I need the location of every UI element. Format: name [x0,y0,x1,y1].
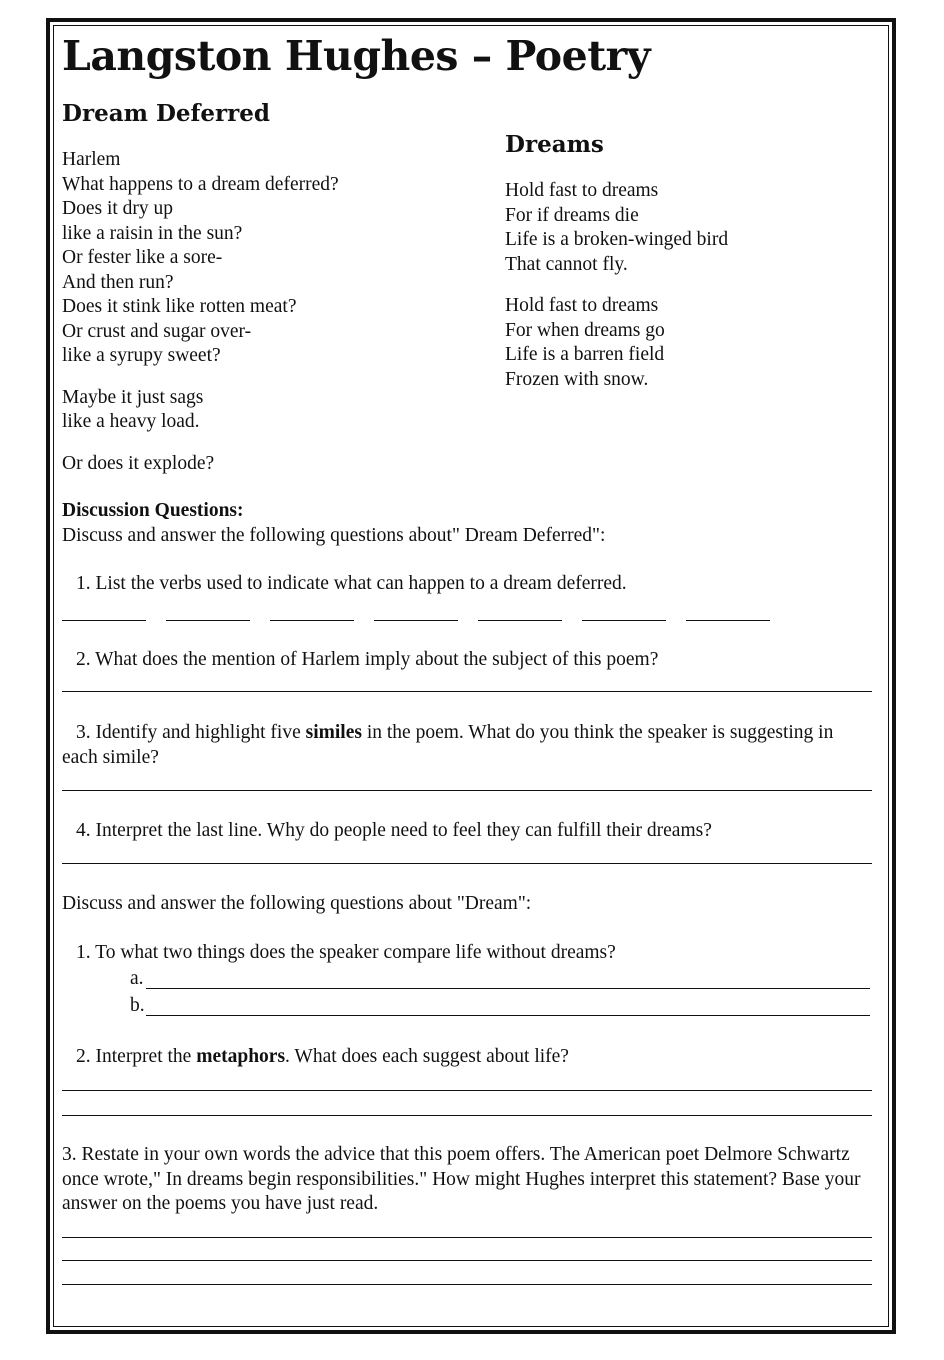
answer-blank[interactable] [686,620,770,621]
poem1-line: Or does it explode? [62,452,215,474]
answer-blank[interactable] [374,620,458,621]
poem1-line: Harlem [62,149,121,170]
answer-blank[interactable] [478,620,562,621]
dream-question-3: 3. Restate in your own words the advice that this poem offers. The American poet Delmore Schwartz once wrote," In dreams begin responsibilities." How might Hughes interpret this statement? Base your answer on the poems you have just read. [62,1144,861,1214]
discussion-intro-1: Discuss and answer the following questions about" Dream Deferred": [62,525,606,546]
answer-line-a[interactable] [146,988,870,989]
question-3-emphasis: similes [305,722,362,743]
answer-line-b[interactable] [146,1015,870,1016]
poem1-line: Or fester like a sore- [62,247,223,268]
question-3-text: 3. Identify and highlight five [76,722,306,743]
poem1-line: And then run? [62,271,174,293]
poem1-heading: Dream Deferred [62,100,270,127]
answer-label-a: a. [130,968,144,989]
poem2-line: For when dreams go [505,319,665,341]
answer-line[interactable] [62,790,872,791]
poem2-line: Frozen with snow. [505,368,649,390]
answer-blank[interactable] [166,620,250,621]
poem2-line: For if dreams die [505,204,639,226]
poem1-line: Or crust and sugar over- [62,320,252,342]
answer-line[interactable] [62,1237,872,1238]
dream-question-2 [76,1045,569,1070]
answer-line[interactable] [62,1090,872,1091]
poem1-line: What happens to a dream deferred? [62,173,339,195]
answer-label-b: b. [130,995,145,1016]
question-4: 4. Interpret the last line. Why do people need to feel they can fulfill their dreams? [76,820,712,841]
answer-blank[interactable] [62,620,146,621]
poem2-line: Hold fast to dreams [505,180,659,201]
answer-line[interactable] [62,1284,872,1285]
answer-line[interactable] [62,1260,872,1261]
discussion-intro-2: Discuss and answer the following questions about "Dream": [62,893,532,914]
discussion-heading: Discussion Questions: [62,500,244,521]
poem1-line: like a syrupy sweet? [62,345,221,366]
poem1-line: Does it dry up [62,198,174,219]
answer-line[interactable] [62,1115,872,1116]
dream-question-2-text: . What does each suggest about life? [285,1046,569,1067]
page-title: Langston Hughes – Poetry [62,32,651,80]
question-3-text: in the poem. What do you think the speaker is suggesting in each simile? [62,722,834,768]
poem1-body [62,148,339,476]
dream-question-1: 1. To what two things does the speaker compare life without dreams? [76,942,616,963]
poem2-line: Life is a barren field [505,344,665,365]
poem1-line: like a heavy load. [62,411,200,432]
poem1-line: Maybe it just sags [62,386,204,408]
question-1: 1. List the verbs used to indicate what can happen to a dream deferred. [76,573,627,594]
poem2-line: Life is a broken-winged bird [505,229,729,250]
answer-line[interactable] [62,863,872,864]
dream-question-2-text: 2. Interpret the [76,1046,197,1067]
answer-blank[interactable] [582,620,666,621]
poem1-line: Does it stink like rotten meat? [62,296,297,317]
poem2-line: Hold fast to dreams [505,295,659,316]
poem1-line: like a raisin in the sun? [62,222,243,244]
poem2-body [505,179,728,392]
answer-blank[interactable] [270,620,354,621]
question-3 [62,721,872,770]
dream-question-2-emphasis: metaphors [196,1046,286,1067]
poem2-heading: Dreams [505,131,604,158]
answer-line[interactable] [62,691,872,692]
poem2-line: That cannot fly. [505,253,628,275]
question-2: 2. What does the mention of Harlem imply about the subject of this poem? [76,649,659,670]
